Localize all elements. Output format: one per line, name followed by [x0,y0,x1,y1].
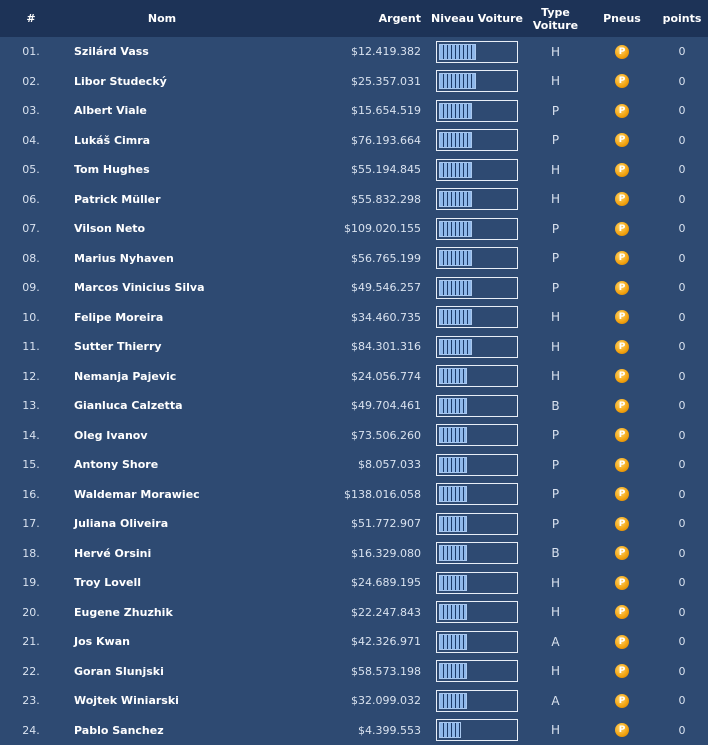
table-row [0,126,708,156]
car-level-bar [436,483,518,505]
table-row [0,568,708,598]
car-level-fill [439,604,467,620]
tyre-p-icon[interactable]: P [615,45,629,59]
tyre-cell [588,480,656,510]
car-level-fill [439,250,472,266]
tyre-cell [588,362,656,392]
car-level-bar [436,690,518,712]
tyre-cell [588,37,656,67]
points-cell: 0 [656,716,708,745]
driver-name[interactable]: Goran Slunjski [62,657,262,687]
rank-cell: 12. [0,362,62,392]
car-level-bar [436,542,518,564]
car-level-bar [436,336,518,358]
table-row [0,332,708,362]
car-level-cell [431,303,523,333]
car-level-cell [431,273,523,303]
money-cell: $58.573.198 [262,657,431,687]
driver-name[interactable]: Albert Viale [62,96,262,126]
car-level-fill [439,398,467,414]
car-type-cell: H [523,37,588,67]
points-cell: 0 [656,686,708,716]
driver-name[interactable]: Lukáš Cimra [62,126,262,156]
car-level-cell [431,244,523,274]
money-cell: $55.832.298 [262,185,431,215]
points-cell: 0 [656,37,708,67]
car-level-fill [439,634,467,650]
tyre-p-icon[interactable]: P [615,74,629,88]
points-cell: 0 [656,303,708,333]
car-level-cell [431,598,523,628]
car-level-fill [439,545,467,561]
tyre-cell [588,568,656,598]
car-level-fill [439,191,472,207]
table-header [0,0,708,37]
car-type-header-line1: Type [541,6,570,19]
car-level-bar [436,306,518,328]
car-type-cell: P [523,244,588,274]
tyre-p-icon[interactable]: P [615,605,629,619]
table-row [0,303,708,333]
tyre-cell [588,185,656,215]
col-tyres-header[interactable]: Pneus [588,0,656,37]
rank-cell: 16. [0,480,62,510]
tyre-p-icon[interactable]: P [615,133,629,147]
points-cell: 0 [656,96,708,126]
table-body [0,37,708,745]
driver-name[interactable]: Wojtek Winiarski [62,686,262,716]
money-cell: $16.329.080 [262,539,431,569]
money-cell: $84.301.316 [262,332,431,362]
tyre-p-icon[interactable]: P [615,369,629,383]
car-level-bar [436,218,518,240]
car-level-bar [436,277,518,299]
tyre-cell [588,598,656,628]
car-type-cell: H [523,67,588,97]
rank-cell: 15. [0,450,62,480]
car-level-bar [436,719,518,741]
car-type-cell: B [523,391,588,421]
car-level-fill [439,132,472,148]
tyre-cell [588,450,656,480]
rank-cell: 06. [0,185,62,215]
car-level-cell [431,539,523,569]
points-cell: 0 [656,539,708,569]
driver-name[interactable]: Marcos Vinicius Silva [62,273,262,303]
car-type-cell: H [523,303,588,333]
car-level-bar [436,129,518,151]
tyre-cell [588,627,656,657]
tyre-p-icon[interactable]: P [615,635,629,649]
tyre-cell [588,244,656,274]
driver-name[interactable]: Jos Kwan [62,627,262,657]
car-level-bar [436,70,518,92]
car-type-cell: H [523,598,588,628]
money-cell: $73.506.260 [262,421,431,451]
table-row [0,37,708,67]
table-row [0,509,708,539]
driver-name[interactable]: Szilárd Vass [62,37,262,67]
table-row [0,686,708,716]
car-level-cell [431,332,523,362]
rank-cell: 11. [0,332,62,362]
points-cell: 0 [656,273,708,303]
tyre-p-icon[interactable]: P [615,192,629,206]
money-cell: $56.765.199 [262,244,431,274]
money-cell: $25.357.031 [262,67,431,97]
table-row [0,716,708,745]
money-cell: $15.654.519 [262,96,431,126]
table-row [0,244,708,274]
tyre-p-icon[interactable]: P [615,340,629,354]
driver-name[interactable]: Antony Shore [62,450,262,480]
rank-cell: 14. [0,421,62,451]
rank-cell: 13. [0,391,62,421]
money-cell: $42.326.971 [262,627,431,657]
money-cell: $138.016.058 [262,480,431,510]
rank-cell: 09. [0,273,62,303]
tyre-p-icon[interactable]: P [615,163,629,177]
car-level-fill [439,575,467,591]
rank-cell: 07. [0,214,62,244]
driver-name[interactable]: Patrick Müller [62,185,262,215]
col-car-type-header[interactable] [523,0,588,37]
car-level-bar [436,100,518,122]
col-rank-header[interactable]: # [0,0,62,37]
money-cell: $49.546.257 [262,273,431,303]
driver-name[interactable]: Tom Hughes [62,155,262,185]
points-cell: 0 [656,391,708,421]
points-cell: 0 [656,598,708,628]
money-cell: $8.057.033 [262,450,431,480]
car-level-bar [436,188,518,210]
table-row [0,214,708,244]
tyre-cell [588,126,656,156]
points-cell: 0 [656,657,708,687]
points-cell: 0 [656,214,708,244]
car-type-cell: P [523,126,588,156]
tyre-cell [588,421,656,451]
car-level-cell [431,421,523,451]
points-cell: 0 [656,627,708,657]
points-cell: 0 [656,332,708,362]
tyre-cell [588,539,656,569]
car-level-cell [431,185,523,215]
tyre-p-icon[interactable]: P [615,399,629,413]
car-type-cell: H [523,155,588,185]
car-level-fill [439,103,472,119]
tyre-p-icon[interactable]: P [615,664,629,678]
driver-name[interactable]: Vilson Neto [62,214,262,244]
money-cell: $24.056.774 [262,362,431,392]
money-cell: $76.193.664 [262,126,431,156]
rank-cell: 23. [0,686,62,716]
car-level-cell [431,686,523,716]
col-money-header[interactable]: Argent [262,0,431,37]
car-type-cell: H [523,362,588,392]
car-type-cell: P [523,509,588,539]
driver-name[interactable]: Waldemar Morawiec [62,480,262,510]
car-level-fill [439,73,476,89]
table-row [0,450,708,480]
car-level-fill [439,722,461,738]
car-level-bar [436,572,518,594]
tyre-p-icon[interactable]: P [615,281,629,295]
driver-name[interactable]: Gianluca Calzetta [62,391,262,421]
rank-cell: 19. [0,568,62,598]
car-type-cell: P [523,96,588,126]
car-type-cell: P [523,450,588,480]
tyre-cell [588,716,656,745]
money-cell: $51.772.907 [262,509,431,539]
tyre-cell [588,509,656,539]
tyre-p-icon[interactable]: P [615,487,629,501]
tyre-p-icon[interactable]: P [615,428,629,442]
car-level-bar [436,601,518,623]
points-cell: 0 [656,509,708,539]
tyre-cell [588,686,656,716]
car-level-bar [436,159,518,181]
money-cell: $55.194.845 [262,155,431,185]
car-type-cell: H [523,716,588,745]
car-level-fill [439,339,472,355]
car-level-fill [439,457,467,473]
car-level-fill [439,162,472,178]
points-cell: 0 [656,244,708,274]
tyre-p-icon[interactable]: P [615,694,629,708]
rank-cell: 24. [0,716,62,745]
points-cell: 0 [656,155,708,185]
points-cell: 0 [656,67,708,97]
points-cell: 0 [656,185,708,215]
car-level-cell [431,155,523,185]
table-row [0,627,708,657]
table-row [0,480,708,510]
rank-cell: 18. [0,539,62,569]
driver-name[interactable]: Hervé Orsini [62,539,262,569]
car-level-cell [431,480,523,510]
table-row [0,421,708,451]
car-level-fill [439,309,472,325]
car-level-fill [439,427,467,443]
car-type-cell: A [523,686,588,716]
points-cell: 0 [656,568,708,598]
driver-name[interactable]: Pablo Sanchez [62,716,262,745]
car-level-cell [431,716,523,745]
points-cell: 0 [656,480,708,510]
tyre-cell [588,155,656,185]
tyre-cell [588,391,656,421]
table-row [0,391,708,421]
driver-name[interactable]: Libor Studecký [62,67,262,97]
car-level-fill [439,693,467,709]
car-level-fill [439,516,467,532]
car-type-cell: H [523,657,588,687]
car-type-cell: P [523,480,588,510]
driver-name[interactable]: Felipe Moreira [62,303,262,333]
tyre-p-icon[interactable]: P [615,310,629,324]
car-type-cell: H [523,568,588,598]
driver-name[interactable]: Nemanja Pajevic [62,362,262,392]
car-level-bar [436,365,518,387]
money-cell: $24.689.195 [262,568,431,598]
tyre-p-icon[interactable]: P [615,222,629,236]
car-level-bar [436,247,518,269]
tyre-p-icon[interactable]: P [615,546,629,560]
tyre-p-icon[interactable]: P [615,576,629,590]
tyre-p-icon[interactable]: P [615,458,629,472]
car-level-fill [439,486,467,502]
car-level-cell [431,37,523,67]
col-points-header[interactable]: points [656,0,708,37]
money-cell: $109.020.155 [262,214,431,244]
tyre-cell [588,332,656,362]
tyre-cell [588,273,656,303]
driver-name[interactable]: Marius Nyhaven [62,244,262,274]
rank-cell: 21. [0,627,62,657]
tyre-cell [588,96,656,126]
car-level-bar [436,454,518,476]
car-type-cell: H [523,332,588,362]
driver-name[interactable]: Sutter Thierry [62,332,262,362]
tyre-cell [588,214,656,244]
driver-name[interactable]: Eugene Zhuzhik [62,598,262,628]
driver-name[interactable]: Juliana Oliveira [62,509,262,539]
money-cell: $22.247.843 [262,598,431,628]
table-row [0,67,708,97]
car-level-fill [439,44,476,60]
table-row [0,185,708,215]
car-level-cell [431,362,523,392]
rank-cell: 03. [0,96,62,126]
points-cell: 0 [656,126,708,156]
rank-cell: 04. [0,126,62,156]
car-level-bar [436,660,518,682]
money-cell: $49.704.461 [262,391,431,421]
money-cell: $4.399.553 [262,716,431,745]
car-type-cell: A [523,627,588,657]
car-level-cell [431,450,523,480]
tyre-cell [588,67,656,97]
points-cell: 0 [656,421,708,451]
tyre-p-icon[interactable]: P [615,251,629,265]
car-type-cell: P [523,214,588,244]
money-cell: $34.460.735 [262,303,431,333]
rank-cell: 08. [0,244,62,274]
car-type-header-line2: Voiture [533,19,578,32]
car-level-bar [436,395,518,417]
tyre-p-icon[interactable]: P [615,517,629,531]
table-row [0,155,708,185]
points-cell: 0 [656,450,708,480]
table-row [0,96,708,126]
rank-cell: 17. [0,509,62,539]
rank-cell: 10. [0,303,62,333]
car-level-bar [436,513,518,535]
points-cell: 0 [656,362,708,392]
car-level-cell [431,568,523,598]
car-level-fill [439,280,472,296]
table-row [0,539,708,569]
rank-cell: 01. [0,37,62,67]
money-cell: $32.099.032 [262,686,431,716]
car-level-fill [439,221,472,237]
tyre-cell [588,303,656,333]
rank-cell: 20. [0,598,62,628]
col-name-header[interactable]: Nom [62,0,262,37]
car-level-cell [431,627,523,657]
car-type-cell: P [523,421,588,451]
rank-cell: 22. [0,657,62,687]
table-row [0,657,708,687]
car-level-cell [431,67,523,97]
car-type-cell: B [523,539,588,569]
driver-name[interactable]: Troy Lovell [62,568,262,598]
car-level-cell [431,391,523,421]
car-level-cell [431,657,523,687]
table-row [0,362,708,392]
car-level-fill [439,368,467,384]
car-level-fill [439,663,467,679]
car-level-cell [431,214,523,244]
tyre-p-icon[interactable]: P [615,104,629,118]
driver-name[interactable]: Oleg Ivanov [62,421,262,451]
table-row [0,598,708,628]
tyre-p-icon[interactable]: P [615,723,629,737]
money-cell: $12.419.382 [262,37,431,67]
car-level-bar [436,631,518,653]
rank-cell: 05. [0,155,62,185]
car-level-bar [436,424,518,446]
car-level-cell [431,509,523,539]
table-row [0,273,708,303]
car-type-cell: H [523,185,588,215]
car-type-cell: P [523,273,588,303]
car-level-bar [436,41,518,63]
car-level-cell [431,96,523,126]
tyre-cell [588,657,656,687]
car-level-cell [431,126,523,156]
rank-cell: 02. [0,67,62,97]
col-car-level-header[interactable]: Niveau Voiture [431,0,523,37]
